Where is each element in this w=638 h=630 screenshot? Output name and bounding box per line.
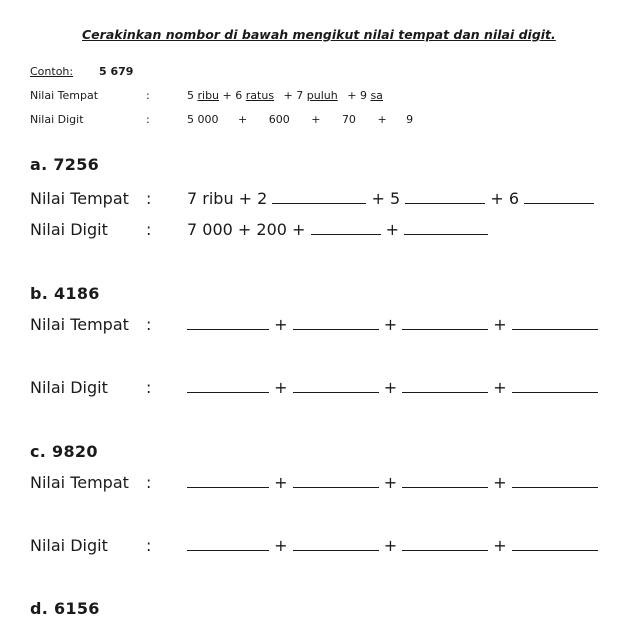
question-b-place-label: Nilai Tempat	[30, 315, 129, 334]
term: 70	[341, 113, 356, 126]
term-unit: sa	[370, 89, 383, 102]
plus: +	[493, 473, 507, 492]
given-part: + 5	[371, 189, 401, 208]
question-c-digit-label: Nilai Digit	[30, 536, 108, 555]
term: +	[311, 113, 321, 126]
answer-blank[interactable]	[187, 378, 269, 393]
plus: +	[383, 473, 398, 492]
question-a-place-answer	[187, 189, 594, 208]
worksheet-title: Cerakinkan nombor di bawah mengikut nilai tempat dan nilai digit.	[82, 27, 556, 42]
example-digit-colon: :	[146, 113, 150, 126]
plus: +	[274, 315, 288, 334]
answer-blank[interactable]	[512, 536, 598, 551]
answer-blank[interactable]	[311, 220, 381, 235]
answer-blank[interactable]	[293, 315, 379, 330]
question-c-place-answer	[187, 473, 598, 492]
answer-blank[interactable]	[524, 189, 594, 204]
example-place-colon: :	[146, 89, 150, 102]
answer-blank[interactable]	[404, 220, 488, 235]
answer-blank[interactable]	[512, 315, 598, 330]
example-digit-value	[187, 113, 413, 126]
given-part: 7 ribu + 2	[187, 189, 268, 208]
colon: :	[146, 473, 152, 492]
example-label: Contoh:	[30, 65, 74, 78]
term-unit: ribu	[197, 89, 220, 102]
question-c-place-label: Nilai Tempat	[30, 473, 129, 492]
question-a-digit-label: Nilai Digit	[30, 220, 108, 239]
colon: :	[146, 536, 152, 555]
answer-blank[interactable]	[402, 536, 488, 551]
term: 5	[187, 89, 194, 102]
answer-blank[interactable]	[405, 189, 485, 204]
plus: +	[493, 378, 507, 397]
answer-blank[interactable]	[293, 473, 379, 488]
colon: :	[146, 189, 152, 208]
colon: :	[146, 315, 152, 334]
term: 600	[268, 113, 290, 126]
answer-blank[interactable]	[512, 378, 598, 393]
given-part: +	[385, 220, 400, 239]
term: + 9	[347, 89, 367, 102]
plus: +	[493, 536, 507, 555]
question-b-header: b. 4186	[30, 284, 100, 303]
term-unit: ratus	[245, 89, 275, 102]
given-part: + 6	[490, 189, 520, 208]
question-c-digit-answer	[187, 536, 598, 555]
term: + 7	[283, 89, 304, 102]
plus: +	[383, 315, 398, 334]
answer-blank[interactable]	[187, 536, 269, 551]
answer-blank[interactable]	[187, 315, 269, 330]
term-unit: puluh	[306, 89, 338, 102]
answer-blank[interactable]	[402, 315, 488, 330]
example-digit-label: Nilai Digit	[30, 113, 84, 126]
question-b-place-answer	[187, 315, 598, 334]
answer-blank[interactable]	[402, 378, 488, 393]
term: 9	[406, 113, 414, 126]
plus: +	[383, 378, 398, 397]
term: +	[238, 113, 248, 126]
colon: :	[146, 378, 152, 397]
question-b-digit-answer	[187, 378, 598, 397]
plus: +	[383, 536, 398, 555]
answer-blank[interactable]	[293, 378, 379, 393]
given-part: 7 000 + 200 +	[187, 220, 306, 239]
example-place-value	[187, 89, 383, 102]
answer-blank[interactable]	[187, 473, 269, 488]
term: + 6	[222, 89, 243, 102]
answer-blank[interactable]	[293, 536, 379, 551]
question-b-digit-label: Nilai Digit	[30, 378, 108, 397]
plus: +	[274, 378, 288, 397]
question-c-header: c. 9820	[30, 442, 98, 461]
question-a-header: a. 7256	[30, 155, 100, 174]
example-place-label: Nilai Tempat	[30, 89, 99, 102]
plus: +	[493, 315, 507, 334]
answer-blank[interactable]	[512, 473, 598, 488]
term: +	[377, 113, 387, 126]
question-d-header: d. 6156	[30, 599, 100, 618]
plus: +	[274, 473, 288, 492]
answer-blank[interactable]	[272, 189, 366, 204]
term: 5 000	[187, 113, 219, 126]
colon: :	[146, 220, 152, 239]
question-a-digit-answer	[187, 220, 488, 239]
plus: +	[274, 536, 288, 555]
question-a-place-label: Nilai Tempat	[30, 189, 129, 208]
answer-blank[interactable]	[402, 473, 488, 488]
example-number: 5 679	[99, 65, 134, 78]
